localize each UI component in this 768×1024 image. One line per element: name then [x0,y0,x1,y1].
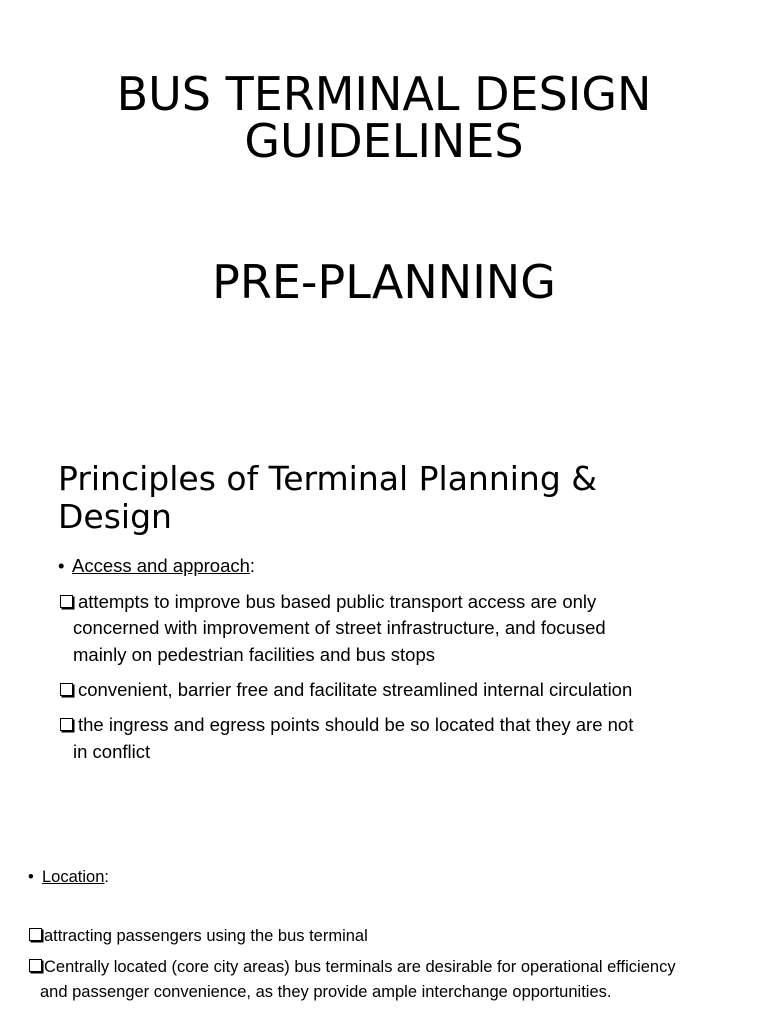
title-line-1: BUS TERMINAL DESIGN [116,67,652,121]
access-bullet [58,554,255,578]
principle-item-1 [60,590,596,614]
bullet-dot-icon: • [28,868,34,886]
principle-item-3-line-1: the ingress and egress points should be so located that they are not [78,714,634,735]
access-suffix: : [249,555,256,576]
checkbox-square-icon [60,683,73,696]
checkbox-square-icon [29,928,42,941]
access-label: Access and approach [72,555,250,576]
location-item-2 [29,956,676,978]
location-bullet [28,866,109,888]
location-label: Location [42,868,105,886]
checkbox-square-icon [60,595,73,608]
bullet-dot-icon: • [58,555,65,576]
principle-item-2 [60,678,632,702]
principle-item-1-line-1: attempts to improve bus based public transport access are only [78,591,597,612]
title-line-2: GUIDELINES [244,114,524,168]
location-item-2-line-2: and passenger convenience, as they provide ample interchange opportunities. [40,983,612,1001]
principle-item-3 [60,713,633,737]
principle-item-1-line-3: mainly on pedestrian facilities and bus stops [73,644,435,665]
location-suffix: : [104,868,109,886]
checkbox-square-icon [29,959,42,972]
location-item-1 [29,925,368,947]
checkbox-square-icon [60,718,73,731]
principles-heading-line-1: Principles of Terminal Planning & [58,459,598,498]
location-item-1-line-1: attracting passengers using the bus terminal [44,927,368,945]
principles-heading-line-2: Design [58,497,172,536]
principle-item-2-line-1: convenient, barrier free and facilitate streamlined internal circulation [78,679,633,700]
principles-heading [58,460,718,536]
section-title: PRE-PLANNING [212,255,556,309]
location-item-2-line-1: Centrally located (core city areas) bus terminals are desirable for operational efficiency [44,958,676,976]
principle-item-3-line-2: in conflict [73,741,151,762]
principle-item-1-line-2: concerned with improvement of street infrastructure, and focused [73,617,606,638]
